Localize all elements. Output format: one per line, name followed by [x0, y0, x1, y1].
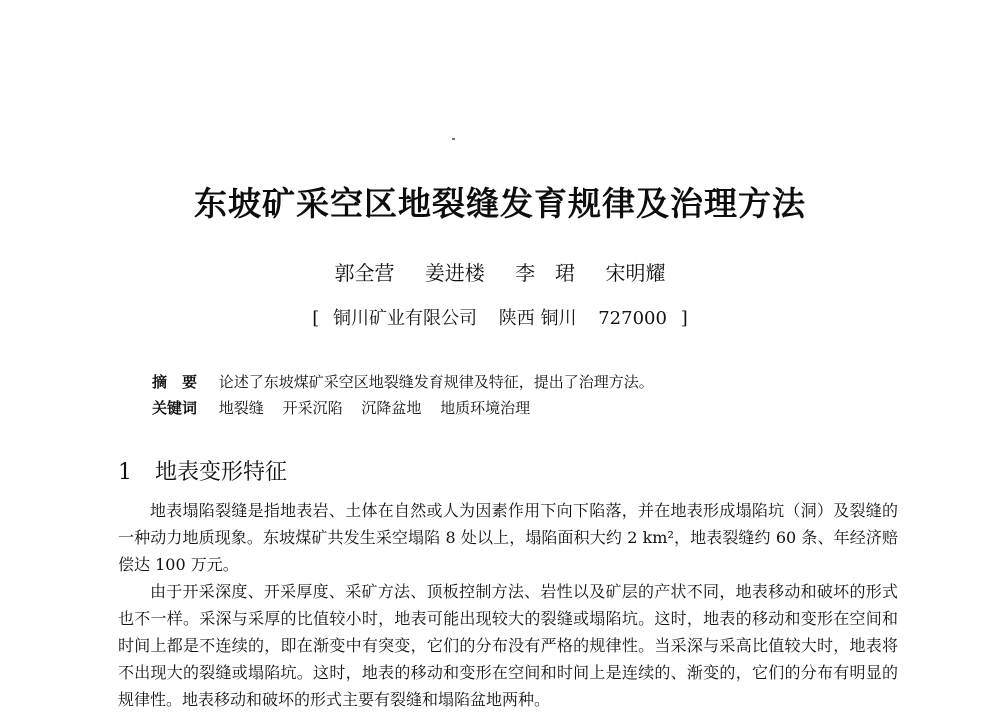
section-title: 地表变形特征	[155, 460, 288, 485]
keywords-label: 关键词	[152, 399, 198, 417]
author-name: 宋明耀	[605, 261, 666, 285]
abstract-text: 论述了东坡煤矿采空区地裂缝发育规律及特征，提出了治理方法。	[218, 373, 654, 391]
affiliation-company: 铜川矿业有限公司	[333, 308, 478, 329]
abstract	[152, 371, 912, 392]
author-name: 姜进楼	[424, 261, 485, 285]
author-name: 郭全营	[334, 261, 395, 285]
abstract-label: 摘 要	[152, 373, 198, 391]
section-heading	[118, 455, 287, 486]
affiliation-close-bracket: ]	[680, 308, 688, 329]
section-number: 1	[118, 460, 132, 485]
body-paragraph: 地表塌陷裂缝是指地表岩、土体在自然或人为因素作用下向下陷落，并在地表形成塌陷坑（洞）及裂缝的一种动力地质现象。东坡煤矿共发生采空塌陷 8 处以上，塌陷面积大约 2 km²，地表裂缝约 60 条、年经济赔偿达 100 万元。	[118, 501, 898, 574]
affiliation-open-bracket: [	[312, 308, 320, 329]
affiliation-location: 陕西 铜川	[498, 308, 577, 329]
paper-title: 东坡矿采空区地裂缝发育规律及治理方法	[194, 184, 806, 223]
keyword: 沉降盆地	[361, 399, 422, 417]
keywords	[152, 397, 912, 418]
affiliation-postcode: 727000	[598, 308, 667, 329]
body-paragraph: 由于开采深度、开采厚度、采矿方法、顶板控制方法、岩性以及矿层的产状不同，地表移动和破坏的形式也不一样。采深与采厚的比值较小时，地表可能出现较大的裂缝或塌陷坑。这时，地表的移动和变形在空间和时间上都是不连续的，即在渐变中有突变，它们的分布没有严格的规律性。当采深与采高比值较大时，地表将不出现大的裂缝或塌陷坑。这时，地表的移动和变形在空间和时间上是连续的、渐变的，它们的分布有明显的规律性。地表移动和破坏的形式主要有裂缝和塌陷盆地两种。	[118, 582, 898, 709]
keyword: 开采沉陷	[282, 399, 343, 417]
author-name: 李 珺	[515, 261, 576, 285]
keyword: 地质环境治理	[440, 399, 531, 417]
keyword: 地裂缝	[218, 399, 264, 417]
scan-speck	[452, 138, 455, 140]
author-list	[0, 257, 1000, 286]
affiliation	[0, 304, 1000, 330]
